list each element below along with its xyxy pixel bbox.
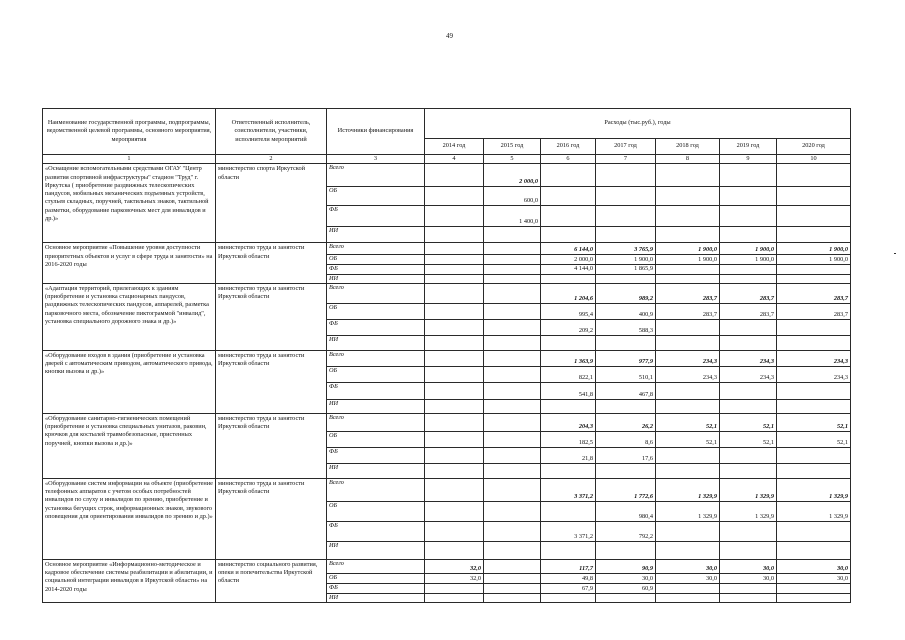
source-cell: ФБ xyxy=(327,206,425,227)
value-cell xyxy=(720,583,777,593)
value-cell xyxy=(541,501,596,521)
source-cell: ОБ xyxy=(327,366,425,382)
value-cell xyxy=(656,335,720,350)
value-cell: 1 204,6 xyxy=(541,283,596,303)
table-row xyxy=(43,164,851,187)
value-cell xyxy=(484,583,541,593)
value-cell: 30,0 xyxy=(656,573,720,583)
value-cell xyxy=(777,382,851,399)
header-source: Источники финансирования xyxy=(327,109,425,155)
value-cell xyxy=(656,399,720,413)
value-cell: 117,7 xyxy=(541,559,596,573)
value-cell xyxy=(541,399,596,413)
value-cell xyxy=(720,399,777,413)
value-cell xyxy=(656,227,720,243)
value-cell: 32,0 xyxy=(425,573,484,583)
value-cell: 30,0 xyxy=(720,573,777,583)
value-cell: 234,3 xyxy=(720,366,777,382)
value-cell: 21,8 xyxy=(541,447,596,463)
source-cell: ФБ xyxy=(327,319,425,335)
value-cell: 4 144,0 xyxy=(541,265,596,274)
value-cell xyxy=(777,463,851,478)
column-number: 5 xyxy=(484,155,541,164)
value-cell: 1 329,9 xyxy=(777,478,851,501)
value-cell: 2 000,0 xyxy=(484,164,541,187)
value-cell xyxy=(425,283,484,303)
value-cell: 1 329,9 xyxy=(656,501,720,521)
column-number: 2 xyxy=(216,155,327,164)
value-cell: 1 329,9 xyxy=(777,501,851,521)
value-cell: 204,3 xyxy=(541,413,596,431)
value-cell xyxy=(425,521,484,541)
value-cell xyxy=(541,206,596,227)
executor-cell: министерство социального развития, опеки и попечительства Иркутской области xyxy=(216,559,327,602)
executor-cell: министерство труда и занятости Иркутской области xyxy=(216,413,327,478)
value-cell xyxy=(720,265,777,274)
value-cell: 1 329,9 xyxy=(720,478,777,501)
table-row xyxy=(43,243,851,255)
value-cell: 822,1 xyxy=(541,366,596,382)
value-cell: 1 900,0 xyxy=(596,255,656,265)
source-cell: ОБ xyxy=(327,431,425,447)
value-cell: 989,2 xyxy=(596,283,656,303)
header-year: 2016 год xyxy=(541,139,596,155)
value-cell xyxy=(425,187,484,206)
value-cell: 588,3 xyxy=(596,319,656,335)
value-cell xyxy=(596,164,656,187)
value-cell xyxy=(541,541,596,559)
value-cell: 209,2 xyxy=(541,319,596,335)
value-cell: 283,7 xyxy=(777,303,851,319)
value-cell: 32,0 xyxy=(425,559,484,573)
program-description: «Адаптация территорий, прилегающих к зданиям (приобретение и установка стационарных пандусов, раздвижных телескопических пандусов, аппарелей, разметка парковочного места, обозначение пиктограммой "инвалид", установка специального дорожного знака и др.)» xyxy=(43,283,216,350)
executor-cell: министерство труда и занятости Иркутской области xyxy=(216,350,327,413)
value-cell: 6 144,0 xyxy=(541,243,596,255)
column-number-row xyxy=(43,155,851,164)
program-description: Основное мероприятие «Повышение уровня доступности приоритетных объектов и услуг в сфере труда и занятости» на 2016-2020 годы xyxy=(43,243,216,284)
value-cell: 60,9 xyxy=(596,583,656,593)
value-cell xyxy=(484,463,541,478)
value-cell: 1 900,0 xyxy=(656,243,720,255)
column-number: 7 xyxy=(596,155,656,164)
value-cell xyxy=(777,187,851,206)
value-cell xyxy=(484,399,541,413)
value-cell xyxy=(425,382,484,399)
source-cell: Всего xyxy=(327,243,425,255)
value-cell: 234,3 xyxy=(656,366,720,382)
value-cell xyxy=(777,583,851,593)
value-cell xyxy=(777,164,851,187)
program-description: Основное мероприятие «Информационно-методическое и кадровое обеспечение системы реабилитации и абилитации, и социальной интеграции инвалидов в Иркутской области» на 2014-2020 годы xyxy=(43,559,216,602)
value-cell: 600,0 xyxy=(484,187,541,206)
value-cell: 234,3 xyxy=(656,350,720,366)
value-cell xyxy=(484,227,541,243)
value-cell: 182,5 xyxy=(541,431,596,447)
header-program: Наименование государственной программы, подпрограммы, ведомственной целевой программы, основного мероприятия, мероприятия xyxy=(43,109,216,155)
value-cell: 1 363,9 xyxy=(541,350,596,366)
header-executor: Ответственный исполнитель, соисполнители, участники, исполнители мероприятий xyxy=(216,109,327,155)
value-cell xyxy=(425,593,484,602)
source-cell: ИИ xyxy=(327,541,425,559)
source-cell: ОБ xyxy=(327,501,425,521)
value-cell xyxy=(484,521,541,541)
value-cell: 3 371,2 xyxy=(541,521,596,541)
value-cell xyxy=(596,187,656,206)
value-cell: 1 329,9 xyxy=(656,478,720,501)
value-cell: 283,7 xyxy=(720,283,777,303)
value-cell: 1 865,9 xyxy=(596,265,656,274)
header-year: 2015 год xyxy=(484,139,541,155)
value-cell xyxy=(596,206,656,227)
table-row xyxy=(43,283,851,303)
executor-cell: министерство труда и занятости Иркутской области xyxy=(216,478,327,559)
value-cell xyxy=(720,227,777,243)
value-cell: 980,4 xyxy=(596,501,656,521)
value-cell xyxy=(656,463,720,478)
source-cell: ФБ xyxy=(327,447,425,463)
value-cell xyxy=(596,335,656,350)
value-cell: 3 765,9 xyxy=(596,243,656,255)
value-cell xyxy=(425,227,484,243)
value-cell xyxy=(656,319,720,335)
header-year: 2018 год xyxy=(656,139,720,155)
value-cell: 977,9 xyxy=(596,350,656,366)
value-cell xyxy=(425,366,484,382)
value-cell xyxy=(720,447,777,463)
column-number: 1 xyxy=(43,155,216,164)
value-cell xyxy=(484,319,541,335)
source-cell: ИИ xyxy=(327,399,425,413)
value-cell xyxy=(425,303,484,319)
source-cell: Всего xyxy=(327,559,425,573)
value-cell: 90,9 xyxy=(596,559,656,573)
value-cell xyxy=(425,243,484,255)
page-number: 49 xyxy=(446,32,453,40)
value-cell xyxy=(720,382,777,399)
value-cell xyxy=(484,413,541,431)
value-cell xyxy=(777,319,851,335)
value-cell: 792,2 xyxy=(596,521,656,541)
value-cell xyxy=(656,593,720,602)
value-cell xyxy=(484,382,541,399)
value-cell: 52,1 xyxy=(656,431,720,447)
value-cell xyxy=(596,399,656,413)
value-cell xyxy=(541,593,596,602)
source-cell: ФБ xyxy=(327,521,425,541)
value-cell xyxy=(777,274,851,283)
source-cell: ФБ xyxy=(327,583,425,593)
value-cell: 8,6 xyxy=(596,431,656,447)
value-cell: 30,0 xyxy=(720,559,777,573)
value-cell xyxy=(541,164,596,187)
value-cell xyxy=(777,399,851,413)
value-cell: 234,3 xyxy=(777,350,851,366)
value-cell: 283,7 xyxy=(720,303,777,319)
value-cell xyxy=(484,243,541,255)
table-row xyxy=(43,413,851,431)
table-row xyxy=(43,350,851,366)
value-cell: 1 900,0 xyxy=(720,255,777,265)
source-cell: ИИ xyxy=(327,274,425,283)
value-cell: 26,2 xyxy=(596,413,656,431)
value-cell: 1 772,6 xyxy=(596,478,656,501)
value-cell xyxy=(596,227,656,243)
value-cell xyxy=(484,255,541,265)
value-cell xyxy=(484,593,541,602)
header-year: 2017 год xyxy=(596,139,656,155)
value-cell xyxy=(425,541,484,559)
value-cell xyxy=(541,274,596,283)
source-cell: Всего xyxy=(327,413,425,431)
value-cell xyxy=(484,478,541,501)
executor-cell: министерство спорта Иркутской области xyxy=(216,164,327,243)
value-cell xyxy=(484,541,541,559)
value-cell: 52,1 xyxy=(720,413,777,431)
value-cell xyxy=(425,265,484,274)
source-cell: ОБ xyxy=(327,187,425,206)
source-cell: Всего xyxy=(327,478,425,501)
value-cell: 510,1 xyxy=(596,366,656,382)
value-cell: 2 000,0 xyxy=(541,255,596,265)
value-cell xyxy=(484,501,541,521)
value-cell xyxy=(777,541,851,559)
value-cell xyxy=(484,573,541,583)
value-cell xyxy=(425,399,484,413)
value-cell: 1 900,0 xyxy=(656,255,720,265)
value-cell: 67,9 xyxy=(541,583,596,593)
table-row xyxy=(43,559,851,573)
value-cell: 283,7 xyxy=(656,283,720,303)
value-cell xyxy=(777,447,851,463)
source-cell: ОБ xyxy=(327,303,425,319)
value-cell xyxy=(777,521,851,541)
value-cell xyxy=(656,447,720,463)
program-description: «Оборудование систем информации на объекте (приобретение телефонных аппаратов с учетом особых потребностей инвалидов по слуху и инвалидов по зрению, приобретение и установка бегущих строк, информационных знаков, звукового оповещения для ориентирования инвалидов по зрению и др.)» xyxy=(43,478,216,559)
header-year: 2019 год xyxy=(720,139,777,155)
value-cell xyxy=(425,447,484,463)
value-cell xyxy=(484,559,541,573)
value-cell xyxy=(720,164,777,187)
value-cell xyxy=(656,206,720,227)
value-cell xyxy=(777,265,851,274)
value-cell: 30,0 xyxy=(777,559,851,573)
source-cell: ОБ xyxy=(327,573,425,583)
value-cell xyxy=(656,164,720,187)
value-cell xyxy=(777,335,851,350)
value-cell: 30,0 xyxy=(596,573,656,583)
value-cell: 30,0 xyxy=(777,573,851,583)
value-cell xyxy=(425,350,484,366)
value-cell: 467,8 xyxy=(596,382,656,399)
column-number: 6 xyxy=(541,155,596,164)
header-year: 2020 год xyxy=(777,139,851,155)
value-cell xyxy=(425,319,484,335)
value-cell xyxy=(425,413,484,431)
value-cell xyxy=(777,227,851,243)
value-cell xyxy=(425,463,484,478)
value-cell xyxy=(720,593,777,602)
value-cell xyxy=(484,265,541,274)
source-cell: ИИ xyxy=(327,227,425,243)
source-cell: ИИ xyxy=(327,335,425,350)
executor-cell: министерство труда и занятости Иркутской области xyxy=(216,283,327,350)
value-cell: 1 900,0 xyxy=(777,255,851,265)
value-cell xyxy=(720,319,777,335)
header-expenses: Расходы (тыс.руб.), годы xyxy=(425,109,851,139)
value-cell xyxy=(720,274,777,283)
value-cell xyxy=(656,382,720,399)
value-cell: 30,0 xyxy=(656,559,720,573)
value-cell xyxy=(720,335,777,350)
source-cell: ФБ xyxy=(327,382,425,399)
program-description: «Оборудование санитарно-гигиенических помещений (приобретение и установка специальных унитазов, раковин, крючков для костылей травмобезопасные, пристенных поручней, кнопки вызова и др.)» xyxy=(43,413,216,478)
value-cell xyxy=(656,541,720,559)
column-number: 4 xyxy=(425,155,484,164)
value-cell xyxy=(425,478,484,501)
value-cell: 283,7 xyxy=(777,283,851,303)
source-cell: Всего xyxy=(327,283,425,303)
value-cell: 1 400,0 xyxy=(484,206,541,227)
source-cell: ИИ xyxy=(327,463,425,478)
value-cell: 541,8 xyxy=(541,382,596,399)
value-cell xyxy=(541,227,596,243)
value-cell xyxy=(541,463,596,478)
value-cell xyxy=(541,187,596,206)
table-row xyxy=(43,478,851,501)
value-cell xyxy=(656,187,720,206)
value-cell: 52,1 xyxy=(777,431,851,447)
value-cell xyxy=(425,431,484,447)
value-cell xyxy=(777,593,851,602)
value-cell xyxy=(720,206,777,227)
value-cell xyxy=(425,274,484,283)
source-cell: Всего xyxy=(327,164,425,187)
value-cell xyxy=(425,255,484,265)
value-cell xyxy=(720,463,777,478)
value-cell: 52,1 xyxy=(720,431,777,447)
value-cell xyxy=(596,593,656,602)
value-cell xyxy=(425,335,484,350)
value-cell: 995,4 xyxy=(541,303,596,319)
value-cell xyxy=(596,274,656,283)
value-cell xyxy=(656,583,720,593)
value-cell xyxy=(484,366,541,382)
header-year: 2014 год xyxy=(425,139,484,155)
value-cell xyxy=(777,206,851,227)
value-cell xyxy=(596,463,656,478)
header-row-top xyxy=(43,109,851,139)
source-cell: ОБ xyxy=(327,255,425,265)
value-cell xyxy=(484,283,541,303)
value-cell xyxy=(656,274,720,283)
value-cell xyxy=(425,164,484,187)
program-description: «Оснащение вспомогательными средствами ОГАУ "Центр развития спортивной инфраструктуры" стадион "Труд" г. Иркутска ( приобретение раздвижных телескопических пандусов, мобильных механических подъемных устройств, стульев складных, поручней, тактильных знаков, тактильной разметки, оборудование парковочных мест для инвалидов и др.)» xyxy=(43,164,216,243)
financing-table xyxy=(42,108,851,603)
program-description: «Оборудование входов в здания (приобретение и установка дверей с автоматическим приводом, автоматического привода, кнопки вызова и др.)» xyxy=(43,350,216,413)
value-cell xyxy=(541,335,596,350)
value-cell xyxy=(484,447,541,463)
value-cell xyxy=(720,187,777,206)
column-number: 9 xyxy=(720,155,777,164)
value-cell: 400,9 xyxy=(596,303,656,319)
value-cell: 1 900,0 xyxy=(777,243,851,255)
source-cell: Всего xyxy=(327,350,425,366)
value-cell xyxy=(484,431,541,447)
column-number: 10 xyxy=(777,155,851,164)
value-cell: 49,8 xyxy=(541,573,596,583)
value-cell xyxy=(720,521,777,541)
source-cell: ИИ xyxy=(327,593,425,602)
value-cell: 283,7 xyxy=(656,303,720,319)
value-cell: 234,3 xyxy=(720,350,777,366)
scan-mark xyxy=(894,253,896,254)
value-cell: 17,6 xyxy=(596,447,656,463)
value-cell: 1 900,0 xyxy=(720,243,777,255)
column-number: 8 xyxy=(656,155,720,164)
executor-cell: министерство труда и занятости Иркутской области xyxy=(216,243,327,284)
value-cell xyxy=(656,521,720,541)
value-cell xyxy=(484,274,541,283)
value-cell xyxy=(484,350,541,366)
value-cell: 52,1 xyxy=(777,413,851,431)
value-cell: 52,1 xyxy=(656,413,720,431)
value-cell xyxy=(425,501,484,521)
value-cell xyxy=(596,541,656,559)
value-cell xyxy=(425,206,484,227)
value-cell xyxy=(656,265,720,274)
value-cell: 3 371,2 xyxy=(541,478,596,501)
value-cell xyxy=(720,541,777,559)
value-cell: 1 329,9 xyxy=(720,501,777,521)
value-cell xyxy=(484,335,541,350)
value-cell xyxy=(484,303,541,319)
value-cell: 234,3 xyxy=(777,366,851,382)
source-cell: ФБ xyxy=(327,265,425,274)
column-number: 3 xyxy=(327,155,425,164)
value-cell xyxy=(425,583,484,593)
